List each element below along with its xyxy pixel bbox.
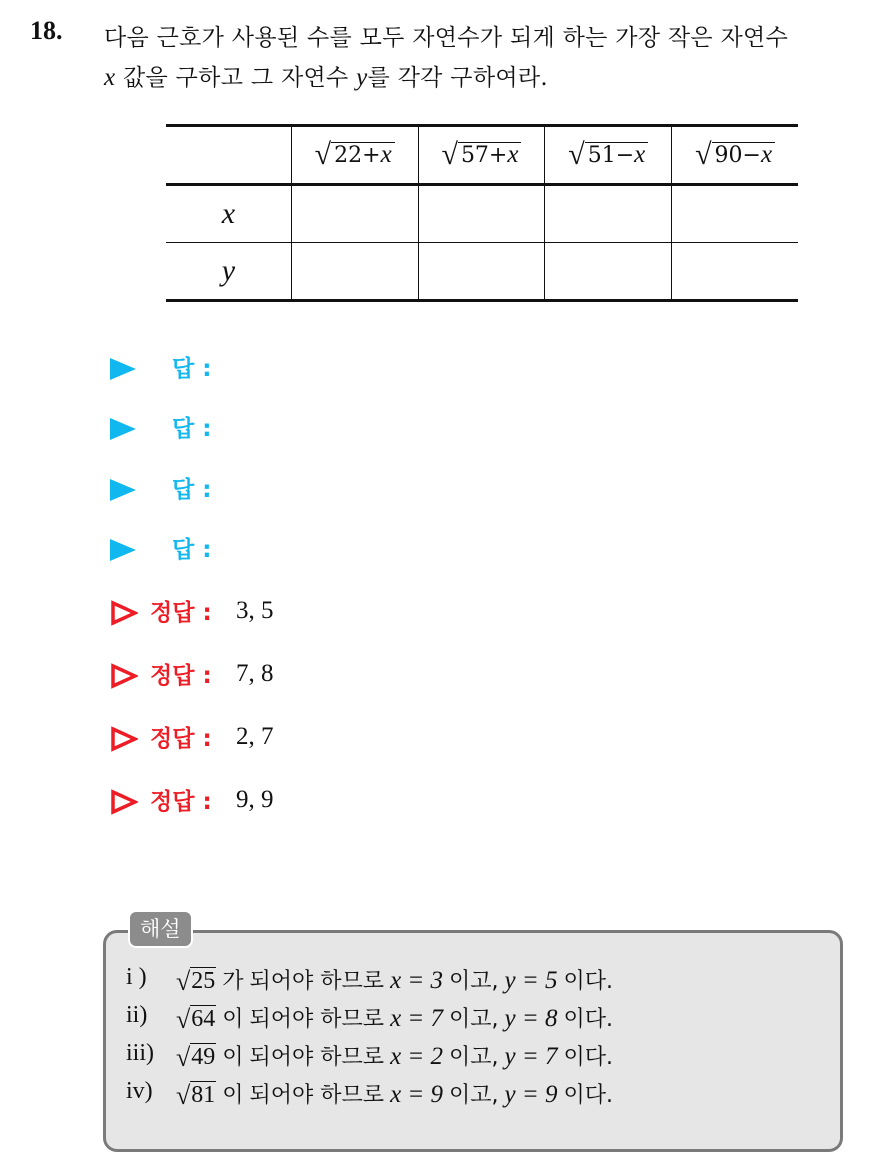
table-header-cell: √ 22+x: [291, 126, 418, 185]
outline-triangle-icon: [110, 600, 138, 626]
table-cell[interactable]: [545, 185, 672, 243]
table-cell[interactable]: [672, 185, 798, 243]
table-cell[interactable]: [291, 185, 418, 243]
outline-triangle-icon: [110, 663, 138, 689]
answer-key-label: 정답 :: [150, 789, 212, 815]
table-cell[interactable]: [418, 185, 545, 243]
table-cell[interactable]: [545, 243, 672, 301]
answer-label: 답 :: [172, 477, 212, 503]
row-label-y: y: [221, 254, 236, 287]
answer-key-value: 9, 9: [236, 786, 274, 813]
table-header-cell: √ 57+x: [418, 126, 545, 185]
answer-label: 답 :: [172, 416, 212, 442]
problem-number: 18.: [30, 16, 63, 45]
table-cell[interactable]: [291, 243, 418, 301]
answer-key-value: 7, 8: [236, 660, 274, 687]
answer-key-value: 2, 7: [236, 723, 274, 750]
answer-key-label: 정답 :: [150, 600, 212, 626]
row-label-x: x: [221, 197, 236, 230]
answer-label: 답 :: [172, 356, 212, 382]
play-triangle-icon: [110, 418, 136, 440]
table-cell[interactable]: [672, 243, 798, 301]
solution-tag: 해설: [128, 910, 193, 948]
answer-key-value: 3, 5: [236, 597, 274, 624]
problem-text-line2a: 값을 구하고 그 자연수: [115, 65, 357, 91]
table-cell[interactable]: [418, 243, 545, 301]
outline-triangle-icon: [110, 726, 138, 752]
problem-text: [104, 18, 874, 98]
table-corner-cell: [166, 126, 291, 185]
problem-text-line1: 다음 근호가 사용된 수를 모두 자연수가 되게 하는 가장 작은 자연수: [104, 25, 789, 51]
table-header-row: [166, 126, 798, 185]
answer-key-label: 정답 :: [150, 726, 212, 752]
problem-var-y: y: [356, 64, 368, 91]
answer-table: [166, 124, 798, 302]
play-triangle-icon: [110, 539, 136, 561]
answer-key-label: 정답 :: [150, 663, 212, 689]
table-row-x: [166, 185, 798, 243]
table-header-cell: √ 90−x: [672, 126, 798, 185]
table-row-y: [166, 243, 798, 301]
play-triangle-icon: [110, 479, 136, 501]
table-header-cell: √ 51−x: [545, 126, 672, 185]
problem-var-x: x: [104, 64, 116, 91]
problem-text-line2b: 를 각각 구하여라.: [367, 65, 548, 91]
outline-triangle-icon: [110, 789, 138, 815]
play-triangle-icon: [110, 358, 136, 380]
answer-label: 답 :: [172, 537, 212, 563]
